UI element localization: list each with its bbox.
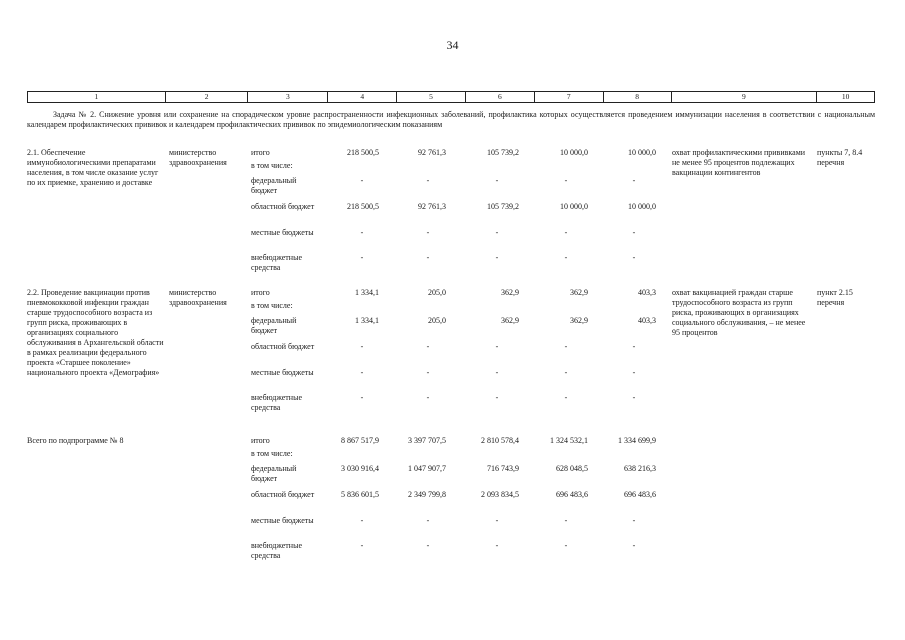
source-label: местные бюджеты xyxy=(251,228,314,237)
value-cell: 403,3 xyxy=(638,288,656,297)
value-cell: 3 030 916,4 xyxy=(341,464,379,473)
value-cell: - xyxy=(632,342,636,351)
source-label: областной бюджет xyxy=(251,490,315,499)
value-cell: 3 397 707,5 xyxy=(408,436,446,445)
value-cell: 10 000,0 xyxy=(628,202,656,211)
value-cell: - xyxy=(426,541,430,550)
value-cell: 2 349 799,8 xyxy=(408,490,446,499)
value-cell: - xyxy=(495,368,499,377)
value-cell: 8 867 517,9 xyxy=(341,436,379,445)
value-cell: - xyxy=(632,228,636,237)
row-name: 2.2. Проведение вакцинации против пневмококковой инфекции граждан старше трудоспособного возраста из групп риска, проживающих в организациях социального обслуживания в Архангельской области в рамках реализации федерального проекта «Старшее поколение» национального проекта «Демография» xyxy=(27,288,164,377)
value-cell: - xyxy=(360,393,364,402)
source-label: федеральный бюджет xyxy=(251,176,297,195)
value-cell: - xyxy=(360,253,364,262)
value-cell: - xyxy=(360,176,364,185)
value-cell: - xyxy=(632,541,636,550)
value-cell: - xyxy=(564,176,568,185)
value-cell: - xyxy=(632,516,636,525)
value-cell: - xyxy=(495,541,499,550)
row-reference: пункты 7, 8.4 перечня xyxy=(817,148,863,167)
value-cell: 362,9 xyxy=(501,288,519,297)
value-cell: 1 334,1 xyxy=(355,316,379,325)
column-header-8: 8 xyxy=(604,92,672,102)
value-cell: - xyxy=(564,516,568,525)
value-cell: - xyxy=(360,368,364,377)
source-label: итого xyxy=(251,436,270,445)
row-indicator: охват вакцинацией граждан старше трудоспособного возраста из групп риска, проживающих в организациях социального обслуживания, – не менее 95 процентов xyxy=(672,288,806,337)
value-cell: 205,0 xyxy=(428,316,446,325)
column-header-2: 2 xyxy=(166,92,249,102)
page-number: 34 xyxy=(446,38,459,52)
source-label: внебюджетные средства xyxy=(251,541,302,560)
value-cell: - xyxy=(564,253,568,262)
value-cell: 1 324 532,1 xyxy=(550,436,588,445)
value-cell: 205,0 xyxy=(428,288,446,297)
value-cell: - xyxy=(426,393,430,402)
value-cell: 696 483,6 xyxy=(624,490,656,499)
value-cell: - xyxy=(360,516,364,525)
value-cell: - xyxy=(632,368,636,377)
column-header-1: 1 xyxy=(28,92,166,102)
row-executor: министерство здравоохранения xyxy=(169,288,227,307)
value-cell: - xyxy=(564,342,568,351)
value-cell: - xyxy=(564,541,568,550)
value-cell: - xyxy=(426,253,430,262)
value-cell: 218 500,5 xyxy=(347,148,379,157)
value-cell: - xyxy=(495,253,499,262)
row-name: Всего по подпрограмме № 8 xyxy=(27,436,124,445)
value-cell: - xyxy=(564,228,568,237)
value-cell: 638 216,3 xyxy=(624,464,656,473)
value-cell: - xyxy=(632,176,636,185)
value-cell: 2 093 834,5 xyxy=(481,490,519,499)
value-cell: - xyxy=(495,342,499,351)
value-cell: 10 000,0 xyxy=(560,148,588,157)
value-cell: 10 000,0 xyxy=(628,148,656,157)
value-cell: 92 761,3 xyxy=(418,148,446,157)
column-header-6: 6 xyxy=(466,92,535,102)
source-label: федеральный бюджет xyxy=(251,316,297,335)
value-cell: - xyxy=(426,342,430,351)
task-heading: Задача № 2. Снижение уровня или сохранение на спорадическом уровне распространенности инфекционных заболеваний, профилактика которых осуществляется проведением иммунизации населения в соответствии с национальным календарем профилактических прививок и календарем профилактических прививок по эпидемиологическим показаниям xyxy=(27,110,875,129)
column-header-10: 10 xyxy=(841,92,850,101)
value-cell: - xyxy=(564,368,568,377)
value-cell: - xyxy=(632,393,636,402)
source-label: в том числе: xyxy=(251,301,293,310)
value-cell: - xyxy=(426,516,430,525)
value-cell: 362,9 xyxy=(570,316,588,325)
source-label: местные бюджеты xyxy=(251,516,314,525)
column-header-4: 4 xyxy=(328,92,397,102)
value-cell: 105 739,2 xyxy=(487,148,519,157)
value-cell: - xyxy=(360,342,364,351)
value-cell: 1 047 907,7 xyxy=(408,464,446,473)
source-label: итого xyxy=(251,148,270,157)
value-cell: 362,9 xyxy=(570,288,588,297)
value-cell: 105 739,2 xyxy=(487,202,519,211)
column-header-9: 9 xyxy=(672,92,818,102)
source-label: областной бюджет xyxy=(251,202,315,211)
value-cell: 716 743,9 xyxy=(487,464,519,473)
column-header-7: 7 xyxy=(535,92,604,102)
value-cell: - xyxy=(360,228,364,237)
row-executor: министерство здравоохранения xyxy=(169,148,227,167)
value-cell: 1 334 699,9 xyxy=(618,436,656,445)
source-label: местные бюджеты xyxy=(251,368,314,377)
value-cell: - xyxy=(426,368,430,377)
value-cell: - xyxy=(360,541,364,550)
source-label: в том числе: xyxy=(251,449,293,458)
value-cell: - xyxy=(426,176,430,185)
value-cell: 92 761,3 xyxy=(418,202,446,211)
row-name: 2.1. Обеспечение иммунобиологическими препаратами населения, в том числе оказание услуг по их приемке, хранению и доставке xyxy=(27,148,159,187)
value-cell: - xyxy=(495,228,499,237)
value-cell: - xyxy=(426,228,430,237)
row-indicator: охват профилактическими прививками не менее 95 процентов подлежащих вакцинации контингентов xyxy=(672,148,806,177)
value-cell: - xyxy=(632,253,636,262)
value-cell: - xyxy=(495,393,499,402)
column-header-3: 3 xyxy=(248,92,328,102)
row-reference: пункт 2.15 перечня xyxy=(817,288,853,307)
source-label: внебюджетные средства xyxy=(251,393,302,412)
value-cell: - xyxy=(564,393,568,402)
source-label: итого xyxy=(251,288,270,297)
value-cell: - xyxy=(495,176,499,185)
source-label: областной бюджет xyxy=(251,342,315,351)
value-cell: - xyxy=(495,516,499,525)
value-cell: 362,9 xyxy=(501,316,519,325)
value-cell: 5 836 601,5 xyxy=(341,490,379,499)
value-cell: 10 000,0 xyxy=(560,202,588,211)
value-cell: 628 048,5 xyxy=(556,464,588,473)
value-cell: 1 334,1 xyxy=(355,288,379,297)
value-cell: 2 810 578,4 xyxy=(481,436,519,445)
value-cell: 403,3 xyxy=(638,316,656,325)
value-cell: 218 500,5 xyxy=(347,202,379,211)
column-header-5: 5 xyxy=(397,92,466,102)
source-label: в том числе: xyxy=(251,161,293,170)
value-cell: 696 483,6 xyxy=(556,490,588,499)
source-label: федеральный бюджет xyxy=(251,464,297,483)
source-label: внебюджетные средства xyxy=(251,253,302,272)
column-header-row xyxy=(27,91,875,103)
